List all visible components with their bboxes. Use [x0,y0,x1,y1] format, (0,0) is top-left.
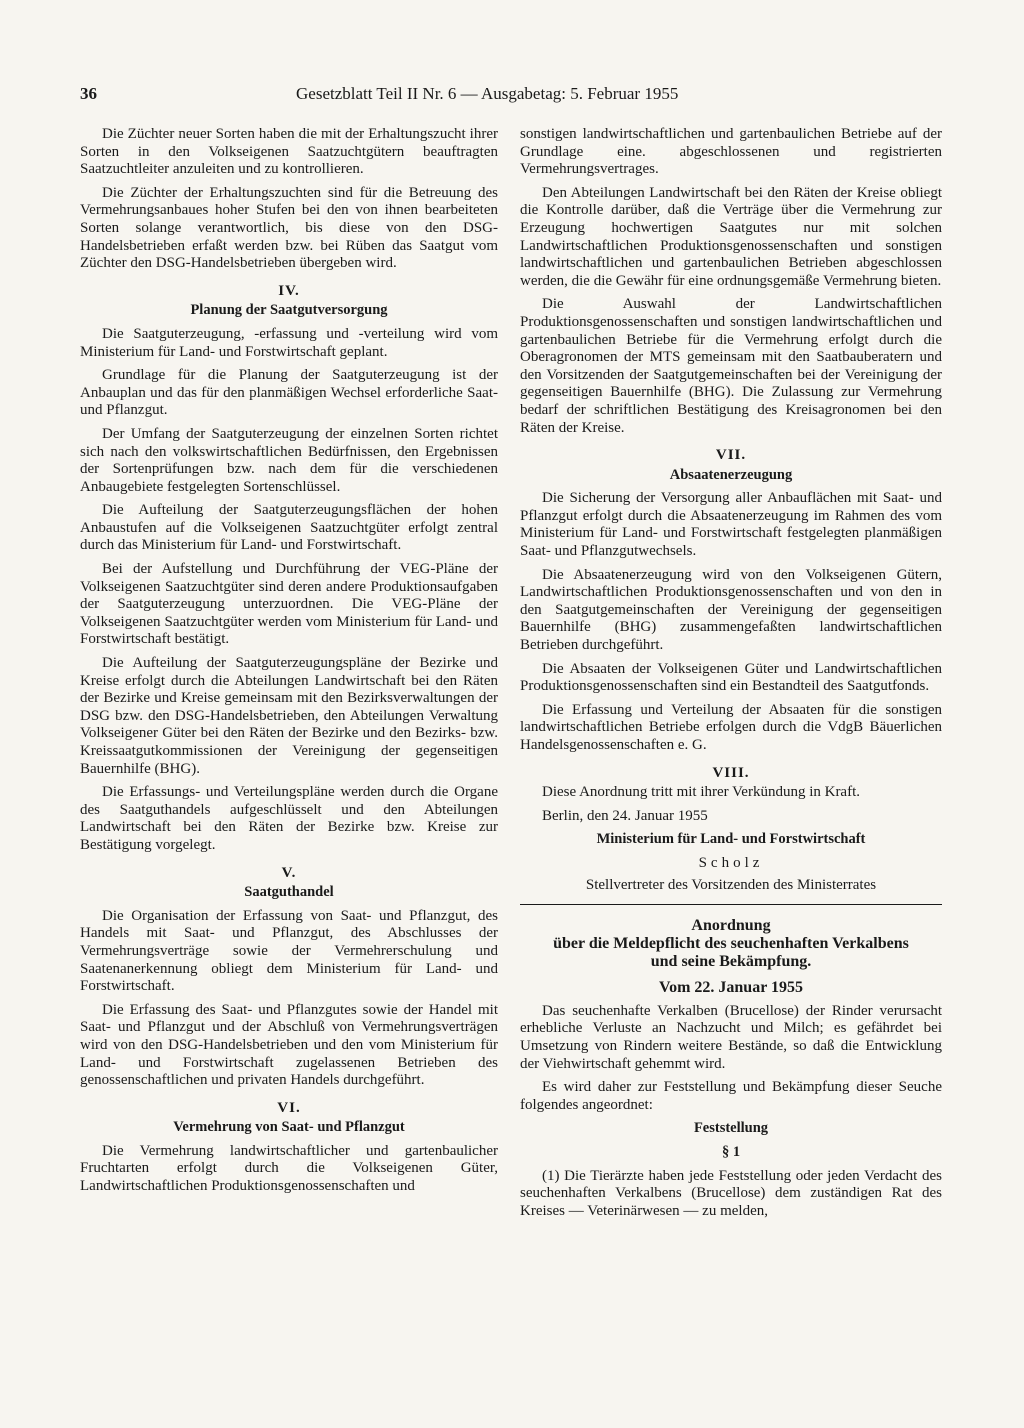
left-column [80,126,498,1202]
subsection-heading: Feststellung [693,1120,769,1137]
section-number: V. [281,864,297,881]
paragraph: Das seuchenhafte Verkalben (Brucellose) der Rinder verursacht erhebliche Verluste an Nachzucht und Milch; es gefährdet bei Umsetzung von Rindern weitere Bestände, so daß die Entwicklung der Viehwirtschaft gehemmt wird. [520,1002,942,1072]
section-heading: Planung der Saatgutversorgung [190,302,388,319]
ministry-name: Ministerium für Land- und Forstwirtschaft [596,831,866,848]
paragraph: Die Erfassung und Verteilung der Absaaten für die sonstigen landwirtschaftlichen Betriebe erfolgen durch die VdgB Bäuerlichen Handelsgenossenschaften e. G. [520,701,942,753]
signer-name: Scholz [698,854,764,871]
paragraph: Die Erfassung des Saat- und Pflanzgutes sowie der Handel mit Saat- und Pflanzgut und der Abschluß von Vermehrungsverträgen wird von den DSG-Handelsbetrieben und den vom Ministerium für Land- und Forstwirtschaft zugelassenen Betrieben des genossenschaftlichen und privaten Handels durchgeführt. [80,1001,498,1089]
section-heading: Absaatenerzeugung [669,466,793,483]
anordnung-title-line: Anordnung [691,917,771,935]
place-date: Berlin, den 24. Januar 1955 [542,807,708,824]
right-column [520,126,942,1226]
paragraph: Die Züchter neuer Sorten haben die mit der Erhaltungszucht ihrer Sorten in den Volkseigenen Saatzuchtgütern beauftragten Saatzuchtleiter anzuleiten und zu kontrollieren. [80,126,498,178]
section-heading: Saatguthandel [244,884,334,901]
page-number: 36 [80,84,97,103]
paragraph: Die Saatguterzeugung, -erfassung und -verteilung wird vom Ministerium für Land- und Forstwirtschaft geplant. [80,325,498,360]
paragraph: Es wird daher zur Feststellung und Bekämpfung dieser Seuche folgendes angeordnet: [520,1079,942,1113]
paragraph: (1) Die Tierärzte haben jede Feststellung oder jeden Verdacht des seuchenhaften Verkalbens (Brucellose) dem zuständigen Rat des Kreises — Veterinärwesen — zu melden, [520,1167,942,1219]
section-divider [520,904,942,905]
anordnung-title-line: über die Meldepflicht des seuchenhaften Verkalbens [553,935,909,953]
signer-role: Stellvertreter des Vorsitzenden des Ministerrates [585,876,877,893]
paragraph: Die Züchter der Erhaltungszuchten sind für die Betreuung des Vermehrungsanbaues hoher Stufen bei den von ihnen bearbeiteten Sorten solange verantwortlich, bis diese von den DSG-Handelsbetrieben erfaßt werden bzw. bei Rüben das Saatgut vom Züchter den DSG-Handelsbetrieben übergeben wird. [80,184,498,272]
paragraph: Den Abteilungen Landwirtschaft bei den Räten der Kreise obliegt die Kontrolle darüber, daß die Verträge über die Vermehrung zur Erzeugung hochwertigen Saatgutes nur mit solchen Landwirtschaftlichen Produktionsgenossenschaften und sonstigen landwirtschaftlichen und gartenbaulichen Betrieben abgeschlossen werden, die die Gewähr für eine ordnungsgemäße Vermehrung bieten. [520,184,942,289]
paragraph: Die Vermehrung landwirtschaftlicher und gartenbaulicher Fruchtarten erfolgt durch die Volkseigenen Güter, Landwirtschaftlichen Produktionsgenossenschaften und [80,1142,498,1195]
paragraph: Bei der Aufstellung und Durchführung der VEG-Pläne der Volkseigenen Saatzuchtgüter sind deren andere Produktionsaufgaben der Saatguterzeugung unterzuordnen. Die VEG-Pläne der Volkseigenen Saatzuchtgüter werden vom Ministerium für Land- und Forstwirtschaft bestätigt. [80,561,498,648]
paragraph: Die Absaatenerzeugung wird von den Volkseigenen Gütern, Landwirtschaftlichen Produktionsgenossenschaften und von den in den Saatgutgemeinschaften der Vereinigung der gegenseitigen Bauernhilfe (BHG) zusammengefaßten landwirtschaftlichen Betrieben durchgeführt. [520,566,942,654]
section-number: VII. [715,447,747,464]
paragraph: Die Aufteilung der Saatguterzeugungspläne der Bezirke und Kreise erfolgt durch die Abteilungen Landwirtschaft bei den Räten der Bezirke und Kreise gemeinsam mit den Bezirksverwaltungen der DSG bzw. den DSG-Handelsbetrieben, den Abteilungen Verwaltung Volkseigener Güter bei den Räten der Bezirke und den Bezirks- bzw. Kreissaatgutkommissionen der Vereinigung der gegenseitigen Bauernhilfe (BHG). [80,655,498,777]
paragraph-number: § 1 [721,1143,741,1160]
paragraph: Die Aufteilung der Saatguterzeugungsflächen der hohen Anbaustufen auf die Volkseigenen Saatzuchtgüter erfolgt zentral durch das Ministerium für Land- und Forstwirtschaft. [80,502,498,554]
section-number: IV. [278,282,300,299]
section-number: VI. [277,1099,301,1116]
anordnung-title-line: und seine Bekämpfung. [650,953,812,971]
section-number: VIII. [712,764,750,781]
paragraph: Die Sicherung der Versorgung aller Anbauflächen mit Saat- und Pflanzgut erfolgt durch die Absaatenerzeugung im Rahmen des vom Ministerium für Land- und Forstwirtschaft festgelegten planmäßigen Saat- und Pflanzgutwechsels. [520,490,942,560]
anordnung-date: Vom 22. Januar 1955 [658,979,804,997]
paragraph: Der Umfang der Saatguterzeugung der einzelnen Sorten richtet sich nach den volkswirtschaftlichen Bedürfnissen, den Ergebnissen der Sortenprüfungen bzw. nach dem für die verschiedenen Anbaugebiete festgelegten Sortenschlüssel. [80,425,498,495]
paragraph: Die Erfassungs- und Verteilungspläne werden durch die Organe des Saatguthandels aufgeschlüsselt und den Abteilungen Landwirtschaft bei den Räten der Bezirke bzw. Kreise zur Bestätigung vorgelegt. [80,784,498,853]
paragraph: Diese Anordnung tritt mit ihrer Verkündung in Kraft. [542,784,861,801]
paragraph: sonstigen landwirtschaftlichen und gartenbaulichen Betriebe auf der Grundlage eine. abgeschlossenen und registrierten Vermehrungsvertrages. [520,126,942,178]
paragraph: Die Absaaten der Volkseigenen Güter und Landwirtschaftlichen Produktionsgenossenschaften sind ein Bestandteil des Saatgutfonds. [520,660,942,695]
anordnung-title [520,917,942,971]
paragraph: Die Auswahl der Landwirtschaftlichen Produktionsgenossenschaften und sonstigen landwirtschaftlichen und gartenbaulichen Betriebe für die Vermehrung erfolgt durch die Oberagronomen der MTS gemeinsam mit den Saatbauberatern und den Vorsitzenden der Saatgutgemeinschaften bei der Vereinigung der gegenseitigen Bauernhilfe (BHG). Die Zulassung zur Vermehrung bedarf der schriftlichen Bestätigung des Kreisagronomen bei den Räten der Kreise. [520,296,942,436]
paragraph: Grundlage für die Planung der Saatguterzeugung ist der Anbauplan und das für den planmäßigen Wechsel erforderliche Saat- und Pflanzgut. [80,367,498,419]
page-header-title: Gesetzblatt Teil II Nr. 6 — Ausgabetag: 5. Februar 1955 [296,84,679,103]
paragraph: Die Organisation der Erfassung von Saat- und Pflanzgut, des Handels mit Saat- und Pflanzgut, des Abschlusses der Vermehrungsverträge sowie der Vermehrerschulung und Saatenanerkennung obliegt dem Ministerium für Land- und Forstwirtschaft. [80,907,498,995]
section-heading: Vermehrung von Saat- und Pflanzgut [173,1119,405,1136]
